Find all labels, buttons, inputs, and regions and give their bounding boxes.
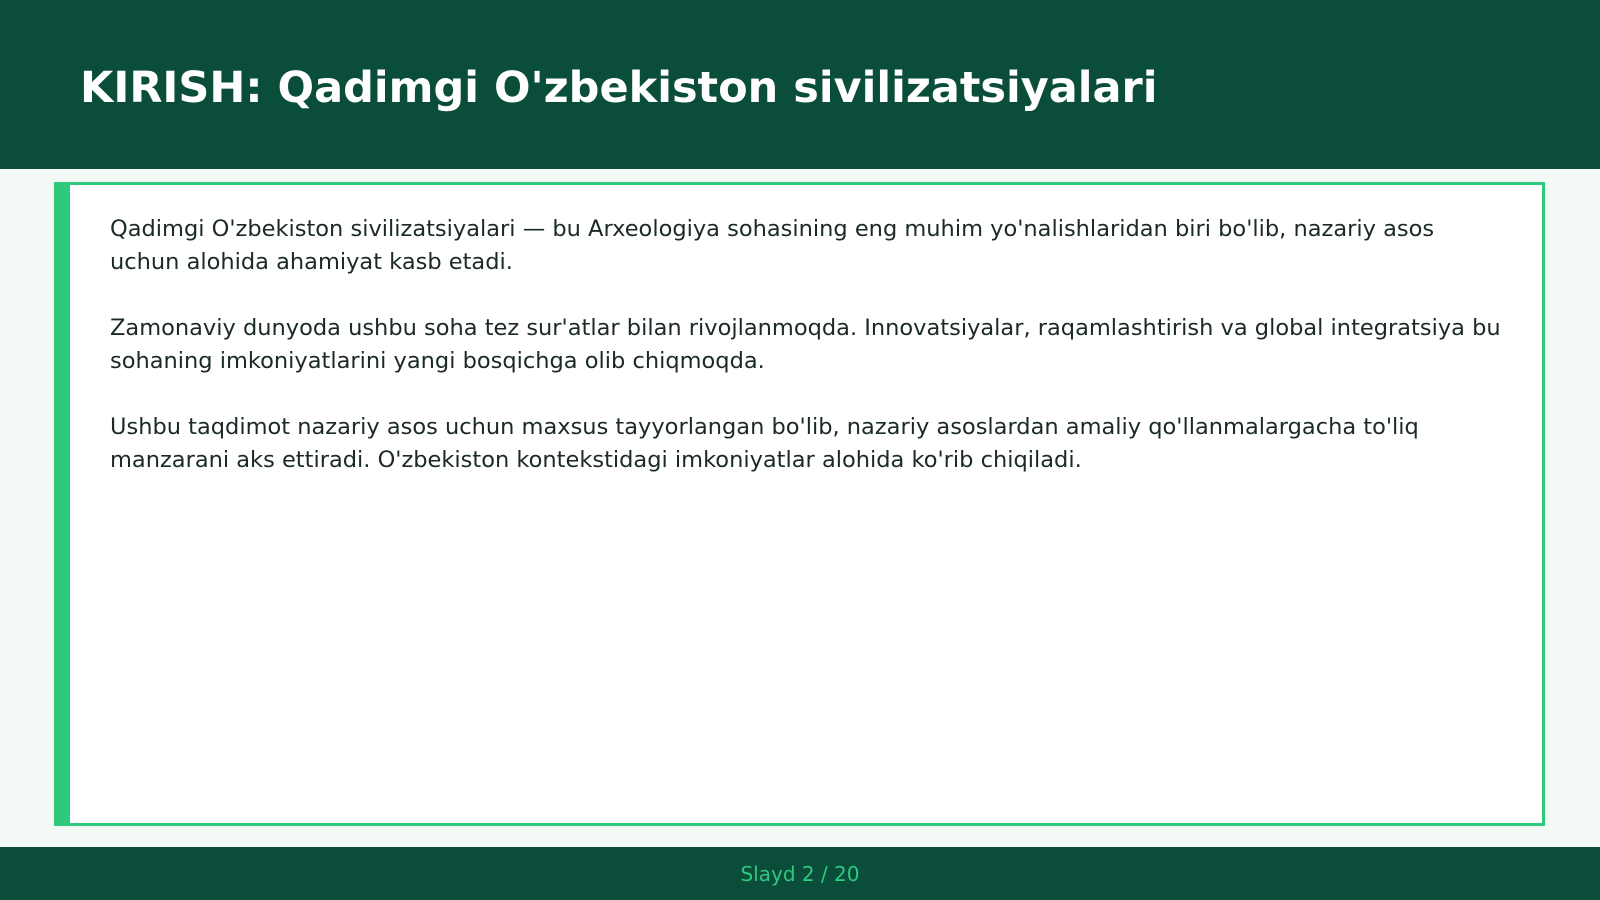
content-body [110, 213, 1510, 510]
content-box [54, 182, 1545, 826]
slide-footer [0, 847, 1600, 900]
content-paragraph: Qadimgi O'zbekiston sivilizatsiyalari — bu Arxeologiya sohasining eng muhim yo'nalishlaridan biri bo'lib, nazariy asos uchun alohida ahamiyat kasb etadi. [110, 216, 1435, 275]
content-paragraph: Zamonaviy dunyoda ushbu soha tez sur'atlar bilan rivojlanmoqda. Innovatsiyalar, raqamlashtirish va global integratsiya bu sohaning imkoniyatlarini yangi bosqichga olib chiqmoqda. [110, 315, 1501, 374]
content-paragraph: Ushbu taqdimot nazariy asos uchun maxsus tayyorlangan bo'lib, nazariy asoslardan amaliy qo'llanmalargacha to'liq manzarani aks ettiradi. O'zbekiston kontekstidagi imkoniyatlar alohida ko'rib chiqiladi. [110, 414, 1419, 473]
slide-counter: Slayd 2 / 20 [740, 862, 860, 886]
slide-header [0, 0, 1600, 169]
slide-title: KIRISH: Qadimgi O'zbekiston sivilizatsiyalari [80, 63, 1158, 113]
